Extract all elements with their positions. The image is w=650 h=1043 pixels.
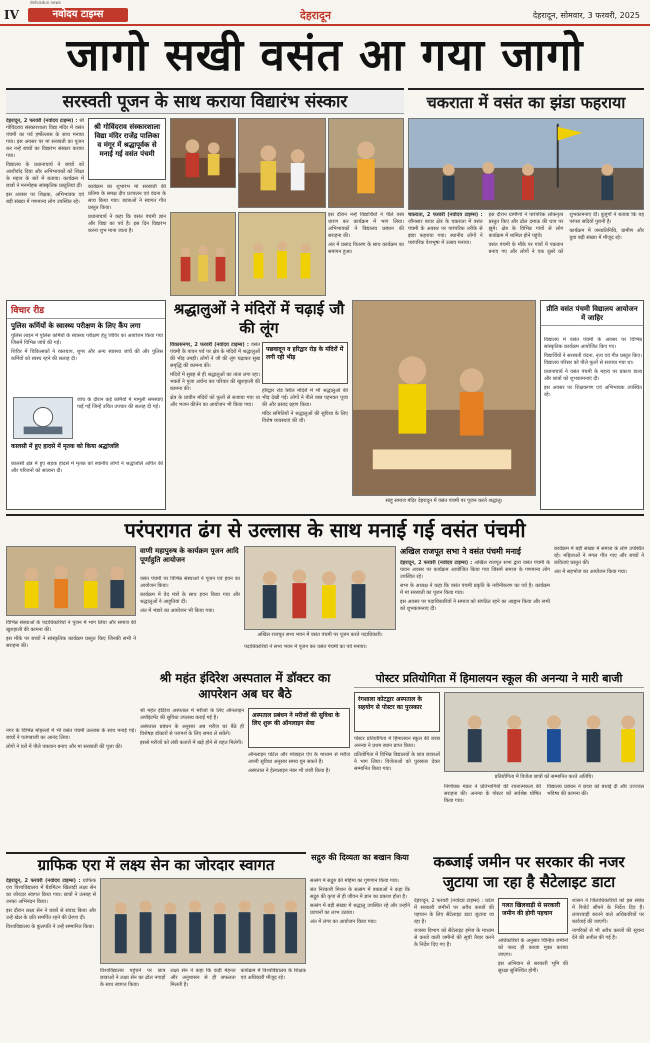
story9-headline: ग्राफिक एरा में लक्ष्य सेन का जोरदार स्वागत <box>6 852 306 874</box>
story8-photo-caption: प्रतियोगिता में विजेता छात्रों को सम्मानित करते अतिथि। <box>494 774 594 780</box>
story1-photo-2 <box>238 118 326 208</box>
story3-kicker-box <box>262 342 348 384</box>
story8-photo <box>444 692 644 772</box>
story1-headline: सरस्वती पूजन के साथ कराया विद्यारंभ संस्कार <box>6 88 404 114</box>
story2-body: जौनसार बावर क्षेत्र के चकराता में वसंत पंचमी के अवसर पर पारंपरिक तरीके से झंडा फहराया गया। स्थानीय लोगों ने पारंपरिक वेशभूषा में उत्सव मनाया। <box>408 219 483 246</box>
story2-photo <box>408 118 644 210</box>
story10-headline: सद्गुरु की दिव्यता का बखान किया <box>311 852 409 862</box>
issue-dateline: देहरादून, सोमवार, 3 फरवरी, 2025 <box>532 11 640 20</box>
story11-body: प्रदेश में सरकारी जमीनों पर अवैध कब्जों की पहचान के लिए सैटेलाइट डाटा जुटाया जा रहा है। <box>414 898 494 925</box>
story1-column-3: इस दौरान नन्हे विद्यार्थियों ने पीले वस्त्र धारण कर कार्यक्रम में भाग लिया। अभिभावकों ने विद्यालय प्रबंधन की सराहना की। अंत में प्रसाद वितरण के साथ कार्यक्रम का समापन हुआ। <box>328 212 404 255</box>
story7-kicker: अस्पताल प्रबंधन ने मरीजों की सुविधा के लिए शुरू की ऑनलाइन सेवा <box>252 712 340 727</box>
story1-kicker: श्री गोविंदराव संस्कारशाला विद्या मंदिर राजेंद्र पालिका व मंगूर में श्रद्धापूर्वक से मनाई गई वसंत पंचमी <box>93 122 161 158</box>
story3-headline: श्रद्धालुओं ने मंदिरों में चढ़ाई जौ की लूंग <box>173 300 345 337</box>
story6-column-1: देहरादून, 2 फरवरी (नवोदय टाइम्स) : अखिल राजपूत सभा द्वारा वसंत पंचमी के पावन अवसर पर कार्यक्रम आयोजित किया गया जिसमें समाज के गणमान्य लोग उपस्थित रहे। सभा के अध्यक्ष ने कहा कि वसंत पंचमी प्रकृति के नवीनीकरण का पर्व है। कार्यक्रम में मां सरस्वती का पूजन किया गया। इस अवसर पर पदाधिकारियों ने समाज को संगठित रहने का आह्वान किया और सभी को शुभकामनाएं दीं। <box>400 560 550 612</box>
story9-body: ग्राफिक एरा विश्वविद्यालय में बैडमिंटन खिलाड़ी लक्ष्य सेन का जोरदार स्वागत किया गया। छात्रों ने उत्साह से उनका अभिनंदन किया। <box>6 878 96 905</box>
story6-column-2: कार्यक्रम में बड़ी संख्या में समाज के लोग उपस्थित रहे। महिलाओं ने मंगल गीत गाए और बच्चों ने कविताएं प्रस्तुत कीं। अंत में सहभोज का आयोजन किया गया। <box>554 546 644 575</box>
story6-column-3: पदाधिकारियों ने सभा भवन में पूजन कर वसंत पंचमी का पर्व मनाया। <box>244 644 367 650</box>
story3-body: वसंत पंचमी के पावन पर्व पर क्षेत्र के मंदिरों में श्रद्धालुओं की भीड़ उमड़ी। लोगों ने जौ की लूंग चढ़ाकर सुख समृद्धि की कामना की। <box>170 342 260 369</box>
story4-body: विद्यालय में वसंत पंचमी के अवसर पर विभिन्न सांस्कृतिक कार्यक्रम आयोजित किए गए। <box>544 337 642 350</box>
top-strip: dehradun news <box>30 0 61 5</box>
paper-logo: नवोदय टाइम्स <box>28 8 128 22</box>
story8-column-2: निर्णायक मंडल ने प्रतिभागियों की रचनात्मकता की सराहना की। अनन्या के पोस्टर को सर्वश्रेष्ठ घोषित किया गया। विद्यालय प्रबंधन ने छात्रा को बधाई दी और उज्ज्वल भविष्य की कामना की। <box>444 784 644 804</box>
story5-body: वसंत पंचमी पर विभिन्न संस्थाओं ने पूजन एवं हवन का आयोजन किया। <box>140 576 240 589</box>
story1-photo-3 <box>328 118 404 208</box>
story4-body-wrap: विद्यालय में वसंत पंचमी के अवसर पर विभिन्न सांस्कृतिक कार्यक्रम आयोजित किए गए। विद्यार्थियों ने सरस्वती वंदना, नृत्य एवं गीत प्रस्तुत किए। विद्यालय परिसर को पीले फूलों से सजाया गया था। प्रधानाचार्य ने वसंत पंचमी के महत्व पर प्रकाश डाला और छात्रों को शुभकामनाएं दीं। इस अवसर पर शिक्षकगण एवं अभिभावक उपस्थित रहे। <box>544 337 642 398</box>
vichar-body: पुलिस लाइन में पुलिस कर्मियों के स्वास्थ्य परीक्षण हेतु शिविर का आयोजन किया गया जिसमें विभिन्न जांचें की गईं। <box>11 333 163 346</box>
story9-photo <box>100 878 306 964</box>
vichar-label: विचार रीड <box>7 301 165 319</box>
story8-column-1: पोस्टर प्रतियोगिता में हिमालयन स्कूल की छात्रा अनन्या ने प्रथम स्थान प्राप्त किया। प्रतियोगिता में विभिन्न विद्यालयों के छात्र छात्राओं ने भाग लिया। विजेताओं को पुरस्कार देकर सम्मानित किया गया। <box>354 736 440 772</box>
vichar-body-2: जांच के दौरान कई कर्मियों में मामूली समस्याएं पाई गईं जिन्हें उचित उपचार की सलाह दी गई। <box>77 397 163 410</box>
story7-column-2: ऑनलाइन पोर्टल और मोबाइल ऐप के माध्यम से मरीज अपनी सुविधा अनुसार समय चुन सकते हैं। अस्पताल ने हेल्पलाइन नंबर भी जारी किया है। <box>248 752 350 774</box>
story9-column-1: देहरादून, 2 फरवरी (नवोदय टाइम्स) : ग्राफिक एरा विश्वविद्यालय में बैडमिंटन खिलाड़ी लक्ष्य सेन का जोरदार स्वागत किया गया। छात्रों ने उत्साह से उनका अभिनंदन किया। इस दौरान लक्ष्य सेन ने छात्रों से संवाद किया और उन्हें खेल के प्रति समर्पित रहने की प्रेरणा दी। विश्वविद्यालय के कुलपति ने उन्हें सम्मानित किया। <box>6 878 96 930</box>
story10-column: सत्संग में सद्गुरु की महिमा का गुणगान किया गया। संत निरंकारी मिशन के सत्संग में वक्ताओं ने कहा कि सद्गुरु की कृपा से ही जीवन में ज्ञान का प्रकाश होता है। सत्संग में बड़ी संख्या में श्रद्धालु उपस्थित रहे और उन्होंने प्रवचनों का लाभ उठाया। अंत में लंगर का आयोजन किया गया। <box>310 878 410 925</box>
story11-column-1: देहरादून, 2 फरवरी (नवोदय टाइम्स) : प्रदेश में सरकारी जमीनों पर अवैध कब्जों की पहचान के लिए सैटेलाइट डाटा जुटाया जा रहा है। राजस्व विभाग को सैटेलाइट इमेज के माध्यम से कब्जे वाली जमीनों की सूची तैयार करने के निर्देश दिए गए हैं। <box>414 898 494 948</box>
story1-column-1: देहरादून, 2 फरवरी (नवोदय टाइम्स) : श्री गोविंदराव संस्कारशाला विद्या मंदिर में वसंत पंचमी का पर्व हर्षोल्लास के साथ मनाया गया। इस अवसर पर मां सरस्वती का पूजन कर नन्हे बच्चों का विद्यारंभ संस्कार कराया गया। विद्यालय के प्रधानाचार्य ने बच्चों को आशीर्वाद दिया और अभिभावकों को शिक्षा के महत्व के बारे में बताया। कार्यक्रम में छात्रों ने मनमोहक सांस्कृतिक प्रस्तुतियां दीं। इस अवसर पर शिक्षक, अभिभावक एवं बड़ी संख्या में गणमान्य लोग उपस्थित रहे। <box>6 118 84 205</box>
story7-column-1: श्री महंत इंदिरेश अस्पताल में मरीजों के लिए ऑनलाइन अपॉइंटमेंट की सुविधा उपलब्ध कराई गई है। अस्पताल प्रबंधन के अनुसार अब मरीज घर बैठे ही विशेषज्ञ डॉक्टरों से परामर्श के लिए समय ले सकेंगे। इससे मरीजों को लंबी कतारों में खड़े होने से राहत मिलेगी। <box>140 708 244 746</box>
story2-body-columns: चकराता, 2 फरवरी (नवोदय टाइम्स) : जौनसार बावर क्षेत्र के चकराता में वसंत पंचमी के अवसर पर पारंपरिक तरीके से झंडा फहराया गया। स्थानीय लोगों ने पारंपरिक वेशभूषा में उत्सव मनाया। इस दौरान ग्रामीणों ने पारंपरिक लोकनृत्य प्रस्तुत किए और ढोल दमाऊ की थाप पर झूमे। क्षेत्र के विभिन्न गांवों से लोग कार्यक्रम में शामिल होने पहुंचे। वसंत पंचमी के मौके पर गांवों में पकवान बनाए गए और लोगों ने एक दूसरे को शुभकामनाएं दीं। बुजुर्गों ने बताया कि यह परंपरा सदियों पुरानी है। कार्यक्रम में जनप्रतिनिधि, ग्रामीण और युवा बड़ी संख्या में मौजूद रहे। <box>408 212 644 255</box>
story3-column-1: विकासनगर, 2 फरवरी (नवोदय टाइम्स) : वसंत पंचमी के पावन पर्व पर क्षेत्र के मंदिरों में श्रद्धालुओं की भीड़ उमड़ी। लोगों ने जौ की लूंग चढ़ाकर सुख समृद्धि की कामना की। मंदिरों में सुबह से ही श्रद्धालुओं का तांता लगा रहा। भक्तों ने पूजा अर्चना कर परिवार की खुशहाली की कामना की। क्षेत्र के प्राचीन मंदिरों को फूलों से सजाया गया था और भजन कीर्तन का आयोजन भी किया गया। <box>170 342 260 408</box>
story10-body: सत्संग में सद्गुरु की महिमा का गुणगान किया गया। <box>310 878 399 884</box>
story5-photo <box>6 546 136 616</box>
vichar-photo <box>13 397 73 439</box>
page-number: IV <box>4 8 19 22</box>
story11-kicker-box <box>498 898 568 934</box>
banner2-headline: परंपरागत ढंग से उल्लास के साथ मनाई गई वसंत पंचमी <box>6 514 644 542</box>
story5-body-wrap: वसंत पंचमी पर विभिन्न संस्थाओं ने पूजन एवं हवन का आयोजन किया। कार्यक्रम में वेद मंत्रों के साथ हवन किया गया और श्रद्धालुओं ने आहुतियां दीं। अंत में भंडारे का आयोजन भी किया गया। <box>140 576 240 614</box>
masthead <box>0 6 650 26</box>
story4-box <box>540 300 644 510</box>
story1-body: श्री गोविंदराव संस्कारशाला विद्या मंदिर में वसंत पंचमी का पर्व हर्षोल्लास के साथ मनाया गया। इस अवसर पर मां सरस्वती का पूजन कर नन्हे बच्चों का विद्यारंभ संस्कार कराया गया। <box>6 118 84 159</box>
vichar-headline: पुलिस कर्मियों के स्वास्थ्य परीक्षण के लिए कैंप लगा <box>11 321 141 330</box>
story11-headline: कब्जाई जमीन पर सरकार की नजर जुटाया जा रहा है सैटेलाइट डाटा <box>433 853 625 891</box>
story9-column-2: विश्वविद्यालय पहुंचने पर छात्र छात्राओं ने लक्ष्य सेन का ढोल नगाड़ों के साथ स्वागत किया। लक्ष्य सेन ने कहा कि कड़ी मेहनत और अनुशासन से ही सफलता मिलती है। कार्यक्रम में विश्वविद्यालय के शिक्षक एवं अधिकारी मौजूद रहे। <box>100 968 306 988</box>
story9-dateline: देहरादून, 2 फरवरी (नवोदय टाइम्स) : <box>6 878 81 884</box>
story5-column-3: नगर के विभिन्न मोहल्लों में भी वसंत पंचमी उल्लास के साथ मनाई गई। बच्चों ने पतंगबाजी का आनंद लिया। लोगों ने घरों में पीले पकवान बनाए और मां सरस्वती की पूजा की। <box>6 728 136 750</box>
story1-photo-5 <box>238 212 326 296</box>
story1-column-2: कार्यक्रम का शुभारंभ मां सरस्वती की प्रतिमा के समक्ष दीप प्रज्वलन एवं वंदना के साथ किया गया। छात्राओं ने स्वागत गीत प्रस्तुत किया। प्रधानाचार्य ने कहा कि वसंत पंचमी ज्ञान और विद्या का पर्व है। इस दिन विद्यारंभ करना शुभ माना जाता है। <box>88 184 166 234</box>
story3-column-2: हरिद्वार रोड स्थित मंदिरों में भी श्रद्धालुओं की भीड़ देखी गई। लोगों ने पीले वस्त्र पहनकर पूजा की और प्रसाद ग्रहण किया। मंदिर समितियों ने श्रद्धालुओं की सुविधा के लिए विशेष व्यवस्थाएं की थीं। <box>262 388 348 424</box>
section-title: देहरादून <box>300 9 331 22</box>
story3-photo-caption: साहू समाज मंदिर देहरादून में वसंत पंचमी पर पूजन करते श्रद्धालु। <box>385 498 503 504</box>
story1-photo-1 <box>170 118 236 188</box>
story7-kicker-box <box>248 708 350 748</box>
vichar-body-wrap: पुलिस लाइन में पुलिस कर्मियों के स्वास्थ्य परीक्षण हेतु शिविर का आयोजन किया गया जिसमें विभिन्न जांचें की गईं। शिविर में चिकित्सकों ने रक्तचाप, शुगर और अन्य स्वास्थ्य जांचें कीं और पुलिस कर्मियों को स्वस्थ रहने की सलाह दी। <box>11 333 163 362</box>
vichar-box <box>6 300 166 510</box>
story3-kicker: पछवादून व हरिद्वार रोड़ के मंदिरों में लगी रही भीड़ <box>266 346 344 361</box>
story7-body: श्री महंत इंदिरेश अस्पताल में मरीजों के लिए ऑनलाइन अपॉइंटमेंट की सुविधा उपलब्ध कराई गई है। <box>140 708 244 721</box>
main-headline: जागो सखी वसंत आ गया जागो <box>66 30 584 81</box>
story2-dateline: चकराता, 2 फरवरी (नवोदय टाइम्स) : <box>408 212 483 218</box>
story6-body: अखिल राजपूत सभा द्वारा वसंत पंचमी के पावन अवसर पर कार्यक्रम आयोजित किया गया जिसमें समाज के गणमान्य लोग उपस्थित रहे। <box>400 560 550 580</box>
story8-body: पोस्टर प्रतियोगिता में हिमालयन स्कूल की छात्रा अनन्या ने प्रथम स्थान प्राप्त किया। <box>354 736 440 749</box>
story11-column-3: शासन ने जिलाधिकारियों को इस संबंध में रिपोर्ट सौंपने के निर्देश दिए हैं। लापरवाही बरतने वाले अधिकारियों पर कार्रवाई की जाएगी। नागरिकों से भी अवैध कब्जों की सूचना देने की अपील की गई है। <box>572 898 644 941</box>
story7-headline: श्री महंत इंदिरेश अस्पताल में डॉक्टर का आपरेशन अब घर बैठे <box>159 671 331 701</box>
story11-kicker: गलत खिलवाड़ी से सरकारी जमीन की होगी पहचान <box>502 902 561 917</box>
story3-dateline: विकासनगर, 2 फरवरी (नवोदय टाइम्स) : <box>170 342 249 348</box>
story4-headline: प्रीति वसंत पंचमी विद्यालय आयोजन में जाहिर <box>541 301 643 326</box>
story8-kicker-box <box>354 692 440 732</box>
vichar-sub-headline: कालसी में हुए हादसे में मृतक को किया श्रद्धांजलि <box>11 443 119 450</box>
story3-photo <box>352 300 536 496</box>
story1-kicker-box <box>88 118 166 180</box>
story5-column-2: विभिन्न संस्थाओं के पदाधिकारियों ने पूजन में भाग लिया और समाज की खुशहाली की कामना की। इस मौके पर बच्चों ने सांस्कृतिक कार्यक्रम प्रस्तुत किए जिनकी सभी ने सराहना की। <box>6 620 136 649</box>
story6-headline: अखिल राजपूत सभा ने वसंत पंचमी मनाई <box>400 546 521 556</box>
story8-kicker: रंगशाला कोटद्वार अस्पताल के सहयोग से पोस्टर का पुरस्कार <box>358 696 422 711</box>
story6-dateline: देहरादून, 2 फरवरी (नवोदय टाइम्स) : <box>400 560 473 566</box>
story11-column-2: अधिकारियों के अनुसार चिन्हित जमीनों को जल्द ही कब्जा मुक्त कराया जाएगा। इस अभियान से सरकारी भूमि की सुरक्षा सुनिश्चित होगी। <box>498 938 568 974</box>
story6-photo <box>244 546 396 630</box>
vichar-body-3: कालसी क्षेत्र में हुए सड़क हादसे में मृतक को स्थानीय लोगों ने श्रद्धांजलि अर्पित की और परिजनों को सांत्वना दी। <box>11 461 163 474</box>
story1-dateline: देहरादून, 2 फरवरी (नवोदय टाइम्स) : <box>6 118 78 124</box>
story1-photo-4 <box>170 212 236 296</box>
story8-headline: पोस्टर प्रतियोगिता में हिमालयन स्कूल की अनन्या ने मारी बाजी <box>354 670 644 688</box>
story5-headline: वाणी महापुरुष के कार्यक्रम पूजन आदि पूर्णाहुति आयोजन <box>140 546 239 564</box>
story6-photo-caption: अखिल राजपूत सभा भवन में वसंत पंचमी पर पूजन करते पदाधिकारी। <box>257 632 383 638</box>
story2-headline: चकराता में वसंत का झंडा फहराया <box>408 88 644 114</box>
